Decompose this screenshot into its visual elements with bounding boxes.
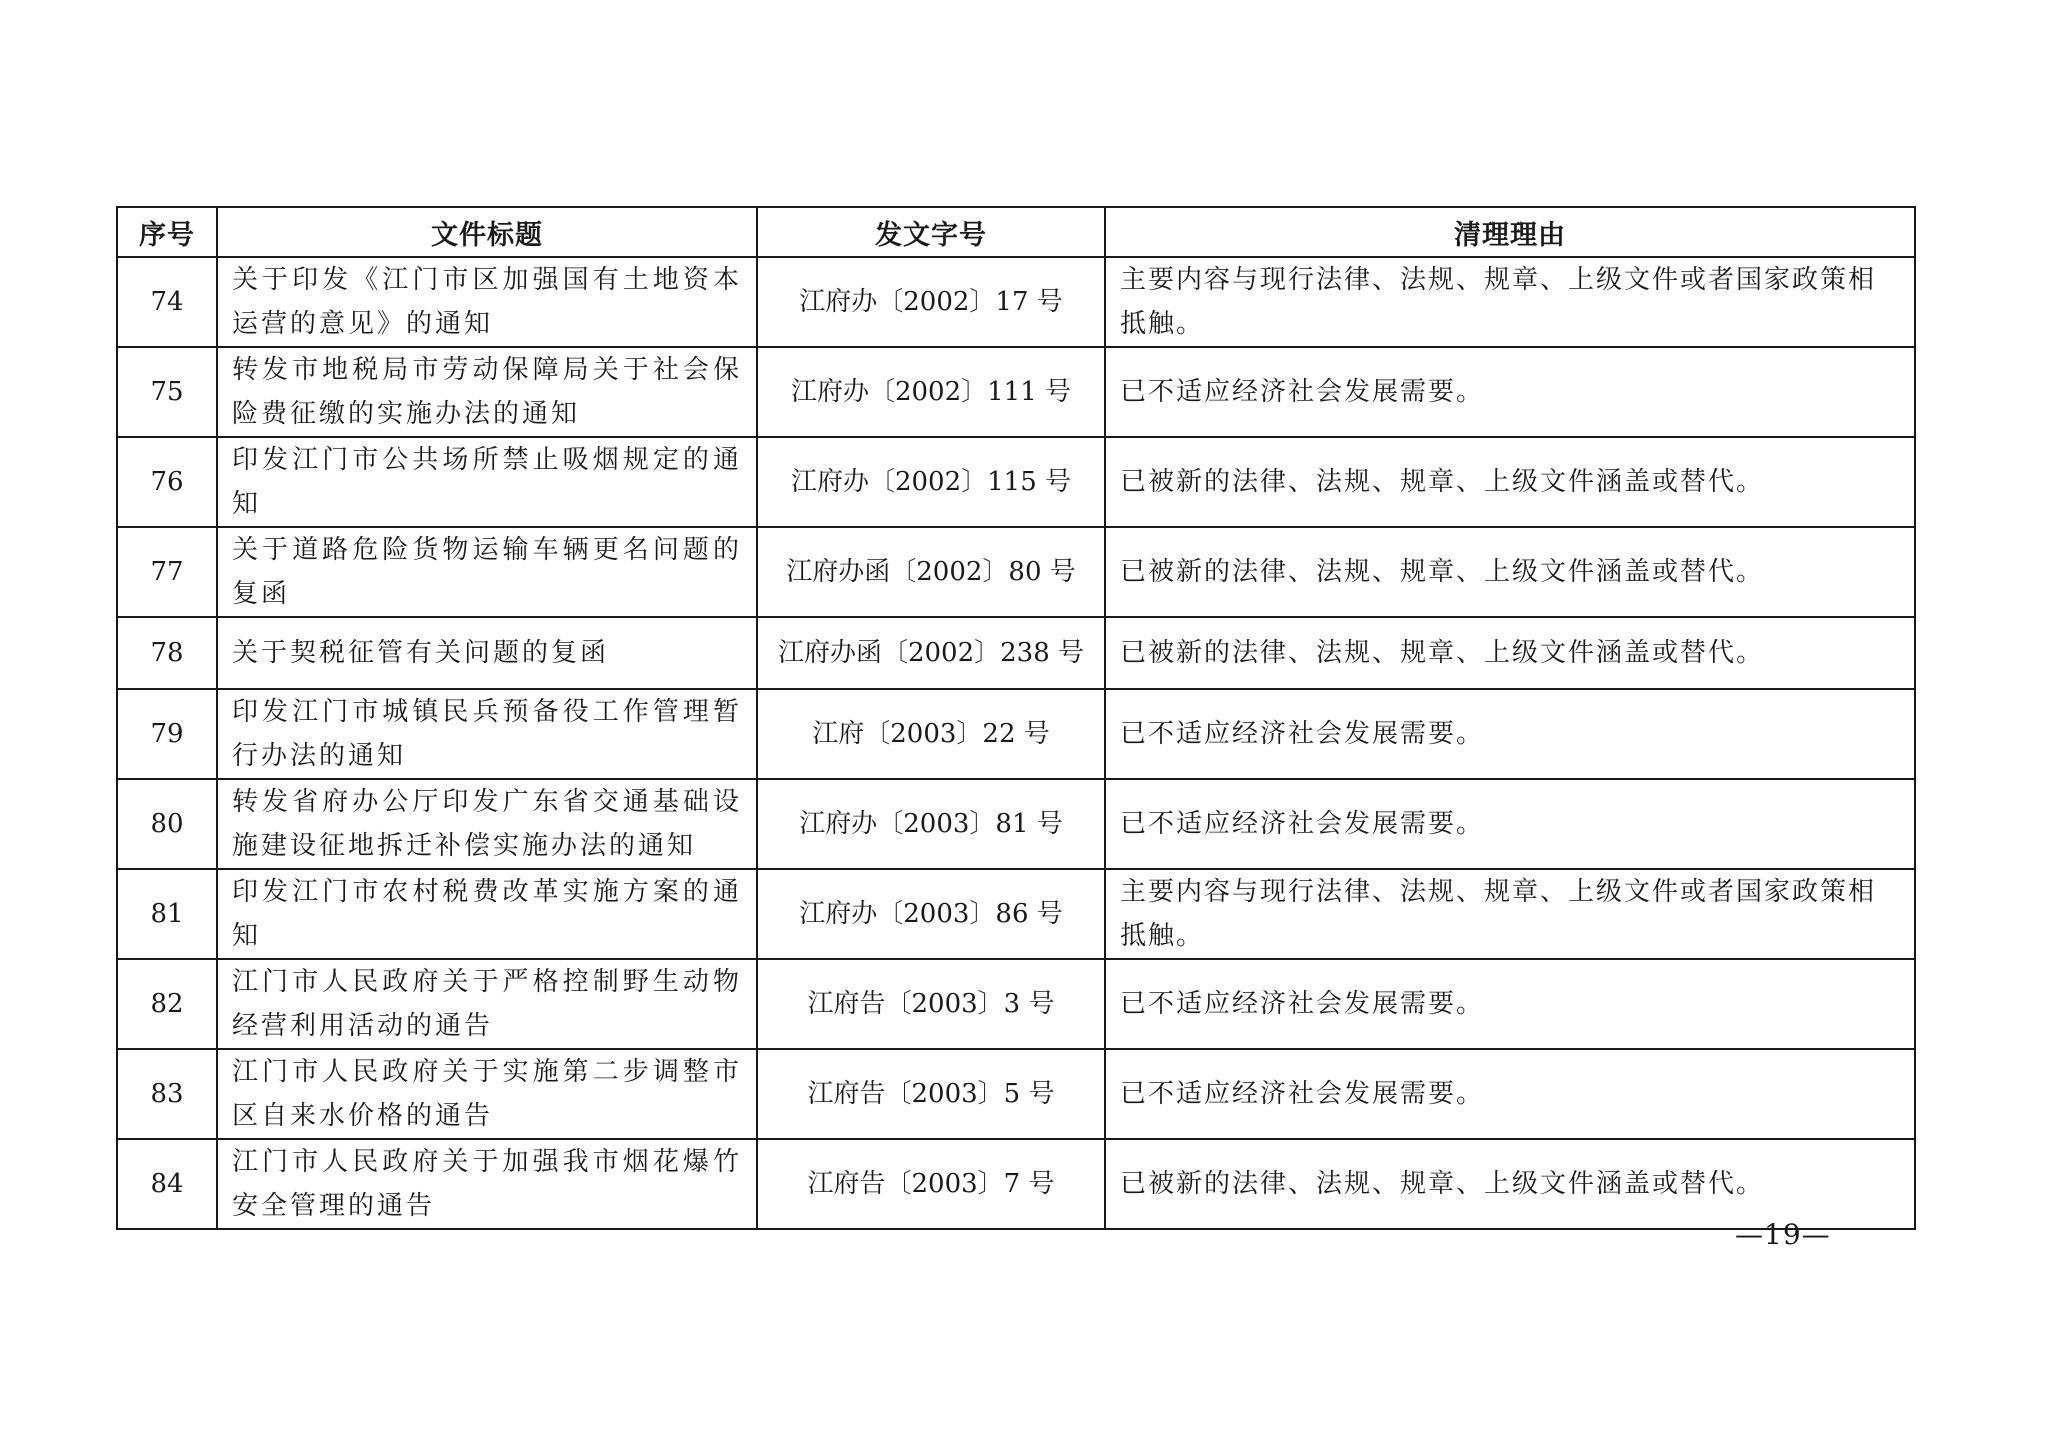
cell-no: 84 <box>117 1139 217 1229</box>
cell-no: 74 <box>117 257 217 347</box>
table-row <box>117 437 1915 527</box>
cell-title: 江门市人民政府关于严格控制野生动物经营利用活动的通告 <box>217 959 757 1049</box>
table-row <box>117 689 1915 779</box>
cell-doc-number: 江府告〔2003〕3 号 <box>757 959 1105 1049</box>
table-row <box>117 257 1915 347</box>
cell-title: 转发省府办公厅印发广东省交通基础设施建设征地拆迁补偿实施办法的通知 <box>217 779 757 869</box>
page-number: —19— <box>1735 1218 1831 1251</box>
cell-doc-number: 江府办〔2002〕111 号 <box>757 347 1105 437</box>
cell-reason: 已被新的法律、法规、规章、上级文件涵盖或替代。 <box>1105 437 1915 527</box>
cell-doc-number: 江府〔2003〕22 号 <box>757 689 1105 779</box>
header-no: 序号 <box>117 207 217 257</box>
cell-reason: 主要内容与现行法律、法规、规章、上级文件或者国家政策相抵触。 <box>1105 869 1915 959</box>
cell-title: 关于印发《江门市区加强国有土地资本运营的意见》的通知 <box>217 257 757 347</box>
cell-doc-number: 江府办〔2003〕81 号 <box>757 779 1105 869</box>
header-reason: 清理理由 <box>1105 207 1915 257</box>
cell-no: 77 <box>117 527 217 617</box>
cell-title: 印发江门市城镇民兵预备役工作管理暂行办法的通知 <box>217 689 757 779</box>
cell-title: 印发江门市公共场所禁止吸烟规定的通知 <box>217 437 757 527</box>
cell-no: 75 <box>117 347 217 437</box>
cell-doc-number: 江府办〔2003〕86 号 <box>757 869 1105 959</box>
cell-title: 江门市人民政府关于加强我市烟花爆竹安全管理的通告 <box>217 1139 757 1229</box>
cell-reason: 已不适应经济社会发展需要。 <box>1105 779 1915 869</box>
cell-no: 80 <box>117 779 217 869</box>
cell-no: 81 <box>117 869 217 959</box>
cell-reason: 已被新的法律、法规、规章、上级文件涵盖或替代。 <box>1105 617 1915 689</box>
cell-doc-number: 江府办函〔2002〕238 号 <box>757 617 1105 689</box>
cell-reason: 主要内容与现行法律、法规、规章、上级文件或者国家政策相抵触。 <box>1105 257 1915 347</box>
table-row <box>117 1139 1915 1229</box>
cell-doc-number: 江府办〔2002〕115 号 <box>757 437 1105 527</box>
cell-no: 79 <box>117 689 217 779</box>
cell-title: 关于道路危险货物运输车辆更名问题的复函 <box>217 527 757 617</box>
table-row <box>117 869 1915 959</box>
table-header-row <box>117 207 1915 257</box>
cell-reason: 已被新的法律、法规、规章、上级文件涵盖或替代。 <box>1105 527 1915 617</box>
table-row <box>117 617 1915 689</box>
cell-reason: 已不适应经济社会发展需要。 <box>1105 689 1915 779</box>
cell-doc-number: 江府办函〔2002〕80 号 <box>757 527 1105 617</box>
cell-doc-number: 江府告〔2003〕5 号 <box>757 1049 1105 1139</box>
cell-no: 76 <box>117 437 217 527</box>
table-row <box>117 347 1915 437</box>
cell-reason: 已不适应经济社会发展需要。 <box>1105 959 1915 1049</box>
cell-title: 江门市人民政府关于实施第二步调整市区自来水价格的通告 <box>217 1049 757 1139</box>
header-title: 文件标题 <box>217 207 757 257</box>
cell-reason: 已被新的法律、法规、规章、上级文件涵盖或替代。 <box>1105 1139 1915 1229</box>
table-row <box>117 1049 1915 1139</box>
cell-title: 关于契税征管有关问题的复函 <box>217 617 757 689</box>
cell-reason: 已不适应经济社会发展需要。 <box>1105 347 1915 437</box>
cell-no: 82 <box>117 959 217 1049</box>
table-row <box>117 527 1915 617</box>
cell-no: 83 <box>117 1049 217 1139</box>
table-row <box>117 959 1915 1049</box>
header-doc-number: 发文字号 <box>757 207 1105 257</box>
cell-doc-number: 江府办〔2002〕17 号 <box>757 257 1105 347</box>
table-row <box>117 779 1915 869</box>
cell-reason: 已不适应经济社会发展需要。 <box>1105 1049 1915 1139</box>
cell-doc-number: 江府告〔2003〕7 号 <box>757 1139 1105 1229</box>
cell-title: 印发江门市农村税费改革实施方案的通知 <box>217 869 757 959</box>
document-table <box>116 206 1916 1230</box>
cell-no: 78 <box>117 617 217 689</box>
cell-title: 转发市地税局市劳动保障局关于社会保险费征缴的实施办法的通知 <box>217 347 757 437</box>
